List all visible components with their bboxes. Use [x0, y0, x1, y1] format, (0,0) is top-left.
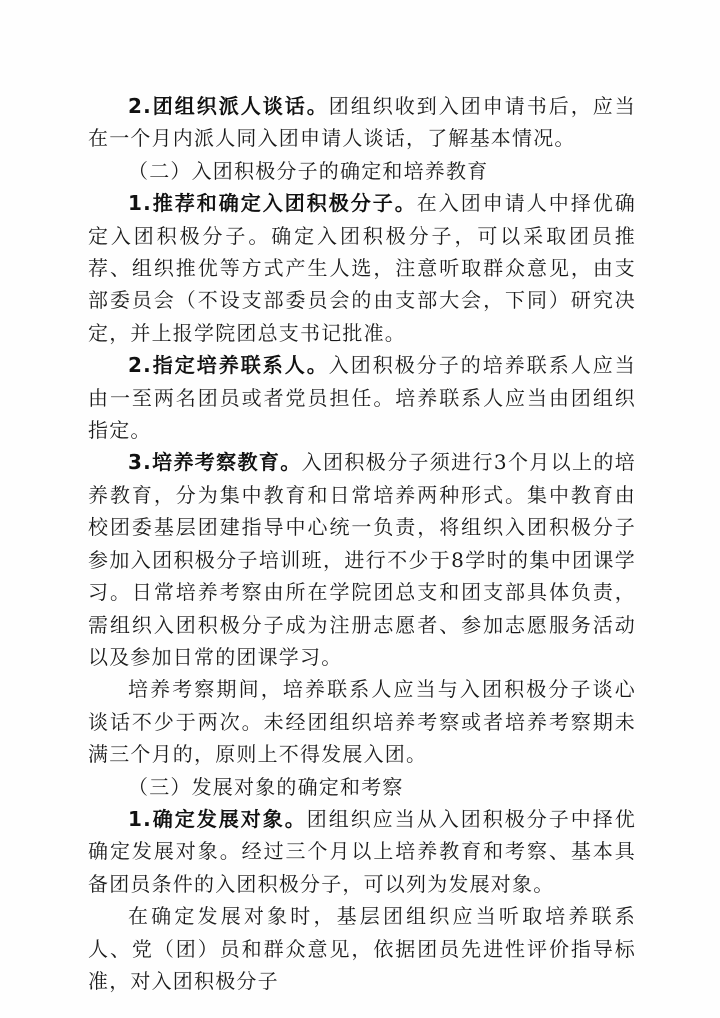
item-lead: 3.培养考察教育。	[128, 450, 302, 475]
item-lead: 1.确定发展对象。	[128, 806, 307, 831]
section-heading-3: （三）发展对象的确定和考察	[128, 774, 404, 799]
item-text: 入团积极分子的培养联系人应当由一至两名团员或者党员担任。培养联系人应当由团组织指定。	[88, 353, 636, 443]
item-text: 团组织收到入团申请书后，应当在一个月内派人同入团申请人谈话，了解基本情况。	[88, 94, 636, 151]
item-text: 团组织应当从入团积极分子中择优确定发展对象。经过三个月以上培养教育和考察、基本具备团员条件的入团积极分子，可以列为发展对象。	[88, 806, 636, 896]
paragraph-opinions: 在确定发展对象时，基层团组织应当听取培养联系人、党（团）员和群众意见，依据团员先进性评价指导标准，对入团积极分子	[88, 904, 636, 993]
item-text: 在入团申请人中择优确定入团积极分子。确定入团积极分子，可以采取团员推荐、组织推优等方式产生人选，注意听取群众意见，由支部委员会（不设支部委员会的由支部大会，下同）研究决定，并上报学院团总支书记批准。	[88, 191, 636, 345]
paragraph-candidate	[88, 803, 636, 900]
section-heading-2: （二）入团积极分子的确定和培养教育	[128, 158, 489, 183]
paragraph-training	[88, 446, 636, 673]
paragraph-talk	[88, 90, 636, 155]
document-body	[88, 90, 636, 997]
item-lead: 2.团组织派人谈话。	[128, 94, 329, 118]
item-text: 入团积极分子须进行3个月以上的培养教育，分为集中教育和日常培养两种形式。集中教育由校团委基层团建指导中心统一负责，将组织入团积极分子参加入团积极分子培训班，进行不少于8学时的集中团课学习。日常培养考察由所在学院团总支和团支部具体负责，需组织入团积极分子成为注册志愿者、参加志愿服务活动以及参加日常的团课学习。	[88, 450, 636, 669]
paragraph-contact-person	[88, 349, 636, 446]
paragraph-recommend	[88, 187, 636, 349]
item-lead: 2.指定培养联系人。	[128, 353, 329, 378]
paragraph-period: 培养考察期间，培养联系人应当与入团积极分子谈心谈话不少于两次。未经团组织培养考察或者培养考察期未满三个月的，原则上不得发展入团。	[88, 677, 636, 767]
item-lead: 1.推荐和确定入团积极分子。	[128, 191, 417, 216]
